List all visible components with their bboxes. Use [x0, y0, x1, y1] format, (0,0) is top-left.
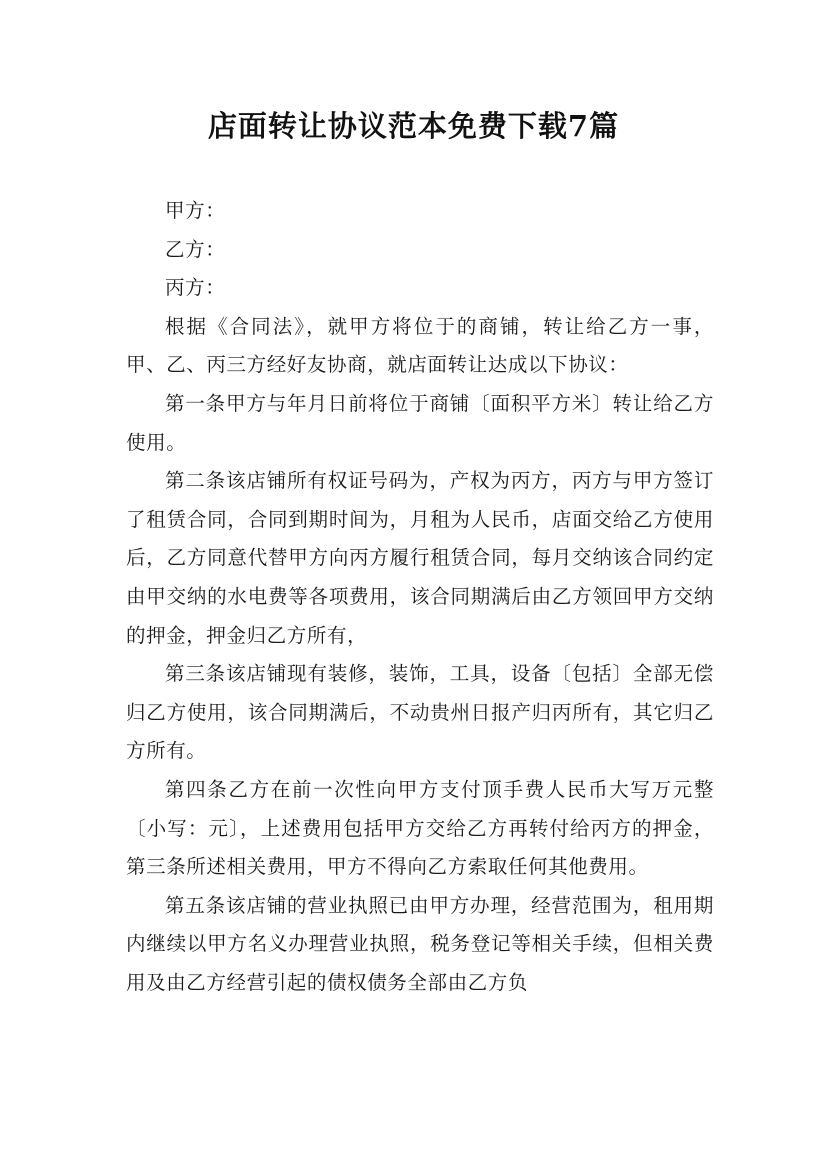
party-a-line: 甲方： [165, 199, 226, 222]
article-3-paragraph: 第三条该店铺现有装修，装饰，工具，设备〔包括〕全部无偿归乙方使用，该合同期满后，不动贵州日报产归丙所有，其它归乙方所有。 [126, 662, 714, 763]
preamble-paragraph: 根据《合同法》，就甲方将位于的商铺，转让给乙方一事，甲、乙、丙三方经好友协商，就店面转让达成以下协议： [126, 314, 714, 377]
article-1-paragraph: 第一条甲方与年月日前将位于商铺〔面积平方米〕转让给乙方使用。 [126, 391, 714, 454]
party-b-line: 乙方： [165, 237, 226, 261]
document-title: 店面转让协议范本免费下载7篇 [207, 109, 620, 143]
article-2-paragraph: 第二条该店铺所有权证号码为，产权为丙方，丙方与甲方签订了租赁合同，合同到期时间为，月租为人民币，店面交给乙方使用后，乙方同意代替甲方向丙方履行租赁合同，每月交纳该合同约定由甲交纳的水电费等各项费用，该合同期满后由乙方领回甲方交纳的押金，押金归乙方所有， [126, 469, 714, 647]
article-4-paragraph: 第四条乙方在前一次性向甲方支付顶手费人民币大写万元整〔小写：元〕，上述费用包括甲方交给乙方再转付给丙方的押金，第三条所述相关费用，甲方不得向乙方索取任何其他费用。 [126, 777, 714, 879]
party-c-line: 丙方： [165, 276, 226, 300]
article-5-paragraph: 第五条该店铺的营业执照已由甲方办理，经营范围为，租用期内继续以甲方名义办理营业执照，税务登记等相关手续，但相关费用及由乙方经营引起的债权债务全部由乙方负 [126, 893, 714, 994]
document-body [126, 192, 714, 1002]
